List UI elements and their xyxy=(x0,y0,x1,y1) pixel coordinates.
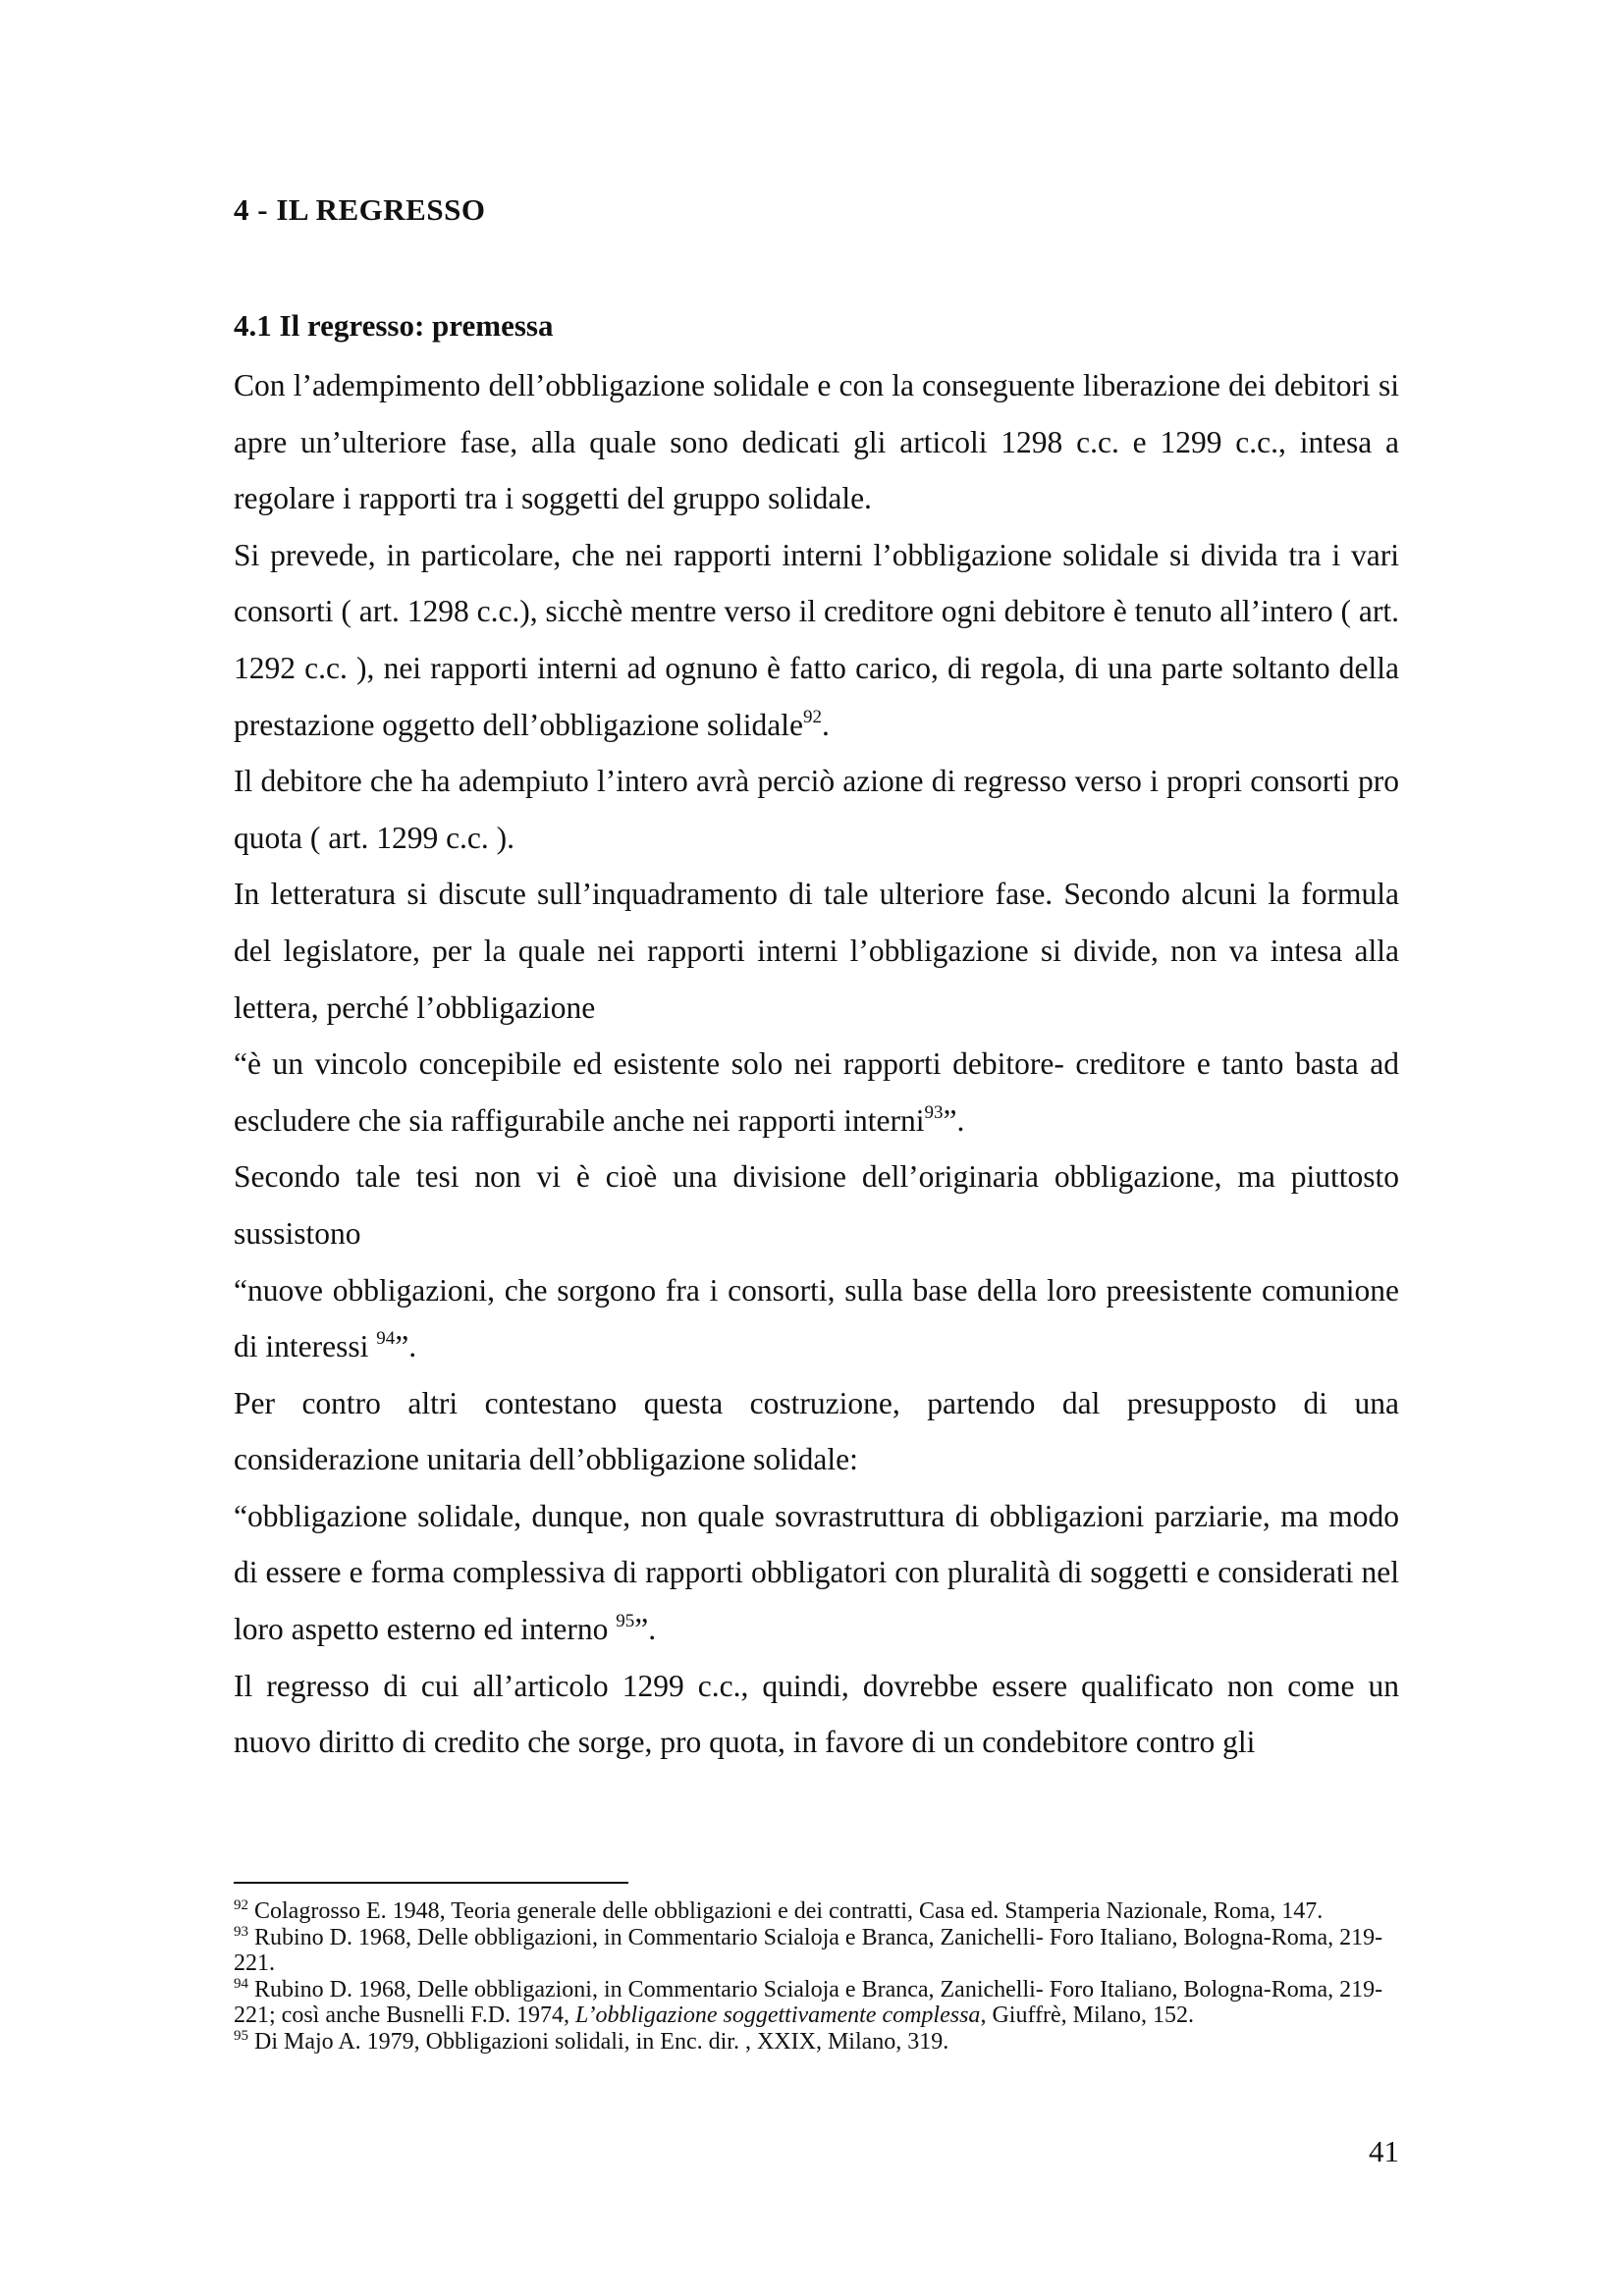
footnote: $^{94}$ Rubino D. 1968, Delle obbligazioni, in Commentario Scialoja e Branca, Zanichelli- Foro Italiano, Bologna-Roma, 219- 221; così anche Busnelli F.D. 1974, L’obbligazione soggettivamente complessa, Giuffrè, Milano, 152. xyxy=(234,1976,1383,2028)
paragraph: Con l’adempimento dell’obbligazione solidale e con la conseguente liberazione dei debitori si apre un’ulteriore fase, alla quale sono dedicati gli articoli 1298 c.c. e 1299 c.c., intesa a regolare i rapporti tra i soggetti del gruppo solidale. xyxy=(234,368,1399,516)
footnote-italic-title: L’obbligazione soggettivamente complessa xyxy=(575,2002,981,2028)
body-text xyxy=(234,357,1399,1771)
paragraph: Per contro altri contestano questa costruzione, partendo dal presupposto di una considerazione unitaria dell’obbligazione solidale: xyxy=(234,1385,1399,1477)
section-heading: 4.1 Il regresso: premessa xyxy=(234,308,554,343)
quotation: “nuove obbligazioni, che sorgono fra i consorti, sulla base della loro preesistente comunione di interessi $^{94}$”. xyxy=(234,1272,1399,1364)
paragraph: Si prevede, in particolare, che nei rapporti interni l’obbligazione solidale si divida tra i vari consorti ( art. 1298 c.c.), sicchè mentre verso il creditore ogni debitore è tenuto all’intero ( art. 1292 c.c. ), nei rapporti interni ad ognuno è fatto carico, di regola, di una parte soltanto della prestazione oggetto dell’obbligazione solidale$^{92}$. xyxy=(234,537,1399,742)
page-number: 41 xyxy=(1369,2134,1399,2168)
footnotes xyxy=(234,1898,1399,2056)
footnote: $^{93}$ Rubino D. 1968, Delle obbligazioni, in Commentario Scialoja e Branca, Zanichelli- Foro Italiano, Bologna-Roma, 219- 221. xyxy=(234,1924,1383,1976)
footnote-number: 93 xyxy=(234,1924,248,1940)
footnote-ref[interactable]: 93 xyxy=(924,1101,944,1123)
chapter-title xyxy=(234,192,485,228)
footnote-separator xyxy=(234,1882,628,1884)
chapter-separator: - xyxy=(257,192,269,227)
paragraph: In letteratura si discute sull’inquadramento di tale ulteriore fase. Secondo alcuni la formula del legislatore, per la quale nei rapporti interni l’obbligazione si divide, non va intesa alla lettera, perché l’obbligazione xyxy=(234,877,1399,1025)
footnote-number: 92 xyxy=(234,1897,248,1913)
footnote: $^{95}$ Di Majo A. 1979, Obbligazioni solidali, in Enc. dir. , XXIX, Milano, 319. xyxy=(234,2028,949,2055)
paragraph: Il regresso di cui all’articolo 1299 c.c., quindi, dovrebbe essere qualificato non come un nuovo diritto di credito che sorge, pro quota, in favore di un condebitore contro gli xyxy=(234,1668,1399,1760)
footnote-ref[interactable]: 94 xyxy=(376,1328,396,1350)
quotation: “è un vincolo concepibile ed esistente solo nei rapporti debitore- creditore e tanto basta ad escludere che sia raffigurabile anche nei rapporti interni$^{93}$”. xyxy=(234,1046,1399,1138)
chapter-number: 4 xyxy=(234,192,249,227)
footnote-number: 94 xyxy=(234,1976,248,1992)
footnote-ref[interactable]: 95 xyxy=(616,1611,635,1632)
footnote: $^{92}$ Colagrosso E. 1948, Teoria generale delle obbligazioni e dei contratti, Casa ed. Stamperia Nazionale, Roma, 147. xyxy=(234,1897,1324,1924)
paragraph: Il debitore che ha adempiuto l’intero avrà perciò azione di regresso verso i propri consorti pro quota ( art. 1299 c.c. ). xyxy=(234,764,1399,855)
paragraph: Secondo tale tesi non vi è cioè una divisione dell’originaria obbligazione, ma piuttosto sussistono xyxy=(234,1159,1399,1251)
chapter-name: IL REGRESSO xyxy=(276,192,486,227)
footnote-ref[interactable]: 92 xyxy=(802,706,822,727)
quotation: “obbligazione solidale, dunque, non quale sovrastruttura di obbligazioni parziarie, ma modo di essere e forma complessiva di rapporti obbligatori con pluralità di soggetti e considerati nel loro aspetto esterno ed interno $^{95}$”. xyxy=(234,1498,1399,1647)
footnote-number: 95 xyxy=(234,2028,248,2044)
